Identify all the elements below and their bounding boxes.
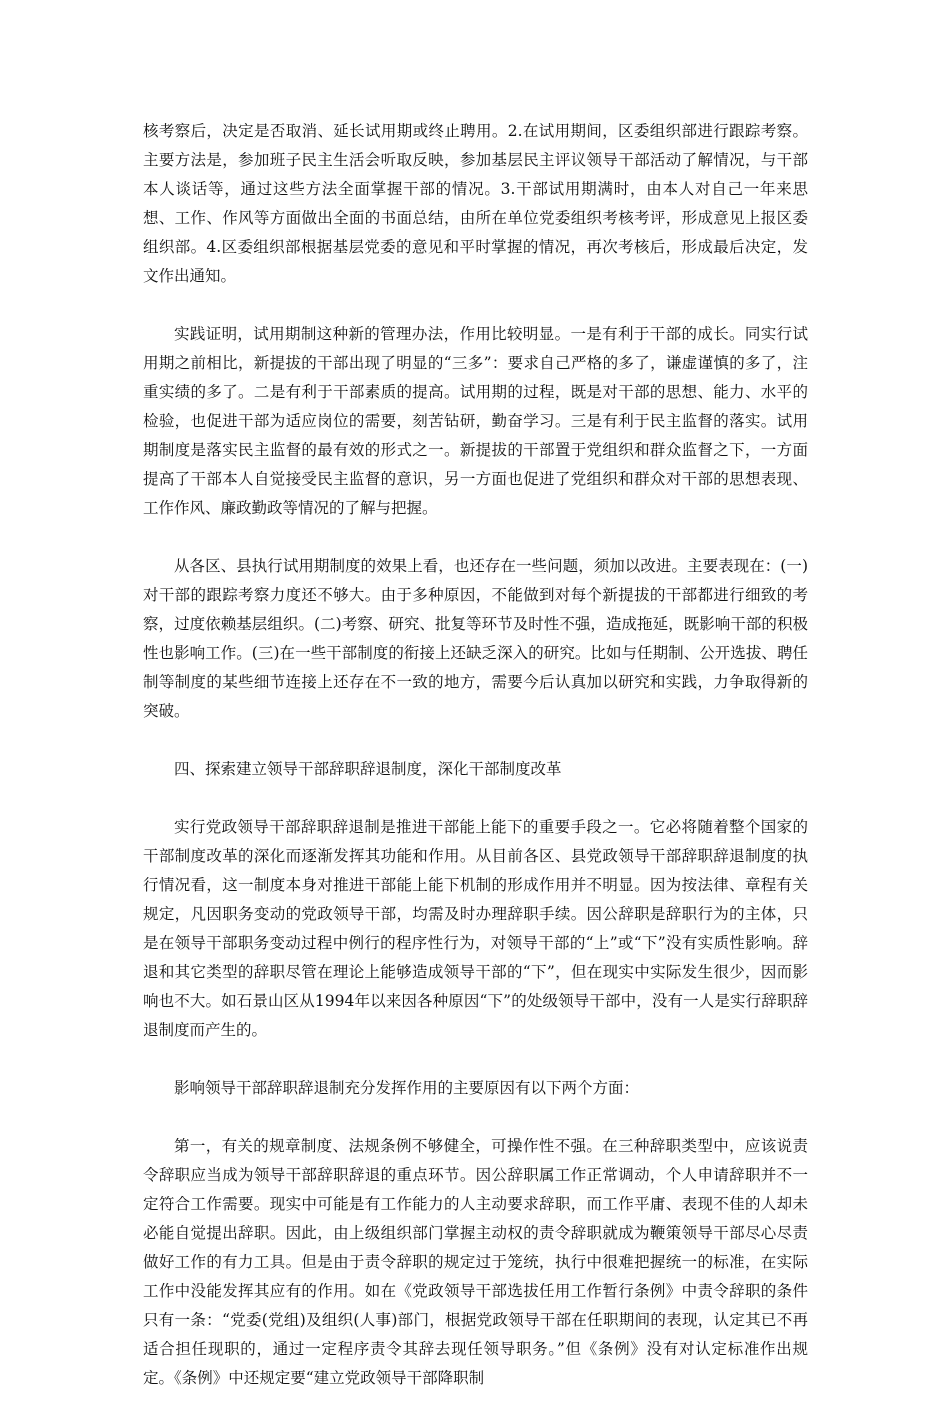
section-heading-resignation: 四、探索建立领导干部辞职辞退制度，深化干部制度改革 xyxy=(174,760,562,778)
document-body xyxy=(143,117,808,1422)
paragraph-resignation-system: 实行党政领导干部辞职辞退制是推进干部能上能下的重要手段之一。它必将随着整个国家的干部制度改革的深化而逐渐发挥其功能和作用。从目前各区、县党政领导干部辞职辞退制度的执行情况看，这一制度本身对推进干部能上能下机制的形成作用并不明显。因为按法律、章程有关规定，凡因职务变动的党政领导干部，均需及时办理辞职手续。因公辞职是辞职行为的主体，只是在领导干部职务变动过程中例行的程序性行为，对领导干部的“上”或“下”没有实质性影响。辞退和其它类型的辞职尽管在理论上能够造成领导干部的“下”，但在现实中实际发生很少，因而影响也不大。如石景山区从1994年以来因各种原因“下”的处级领导干部中，没有一人是实行辞职辞退制度而产生的。 xyxy=(143,818,808,1039)
paragraph-first-reason: 第一，有关的规章制度、法规条例不够健全，可操作性不强。在三种辞职类型中，应该说责令辞职应当成为领导干部辞职辞退的重点环节。因公辞职属工作正常调动，个人申请辞职并不一定符合工作需要。现实中可能是有工作能力的人主动要求辞职，而工作平庸、表现不佳的人却未必能自觉提出辞职。因此，由上级组织部门掌握主动权的责令辞职就成为鞭策领导干部尽心尽责做好工作的有力工具。但是由于责令辞职的规定过于笼统，执行中很难把握统一的标准，在实际工作中没能发挥其应有的作用。如在《党政领导干部选拔任用工作暂行条例》中责令辞职的条件只有一条：“党委(党组)及组织(人事)部门，根据党政领导干部在任职期间的表现，认定其已不再适合担任现职的，通过一定程序责令其辞去现任领导职务。”但《条例》没有对认定标准作出规定。《条例》中还规定要“建立党政领导干部降职制 xyxy=(143,1137,808,1387)
paragraph-trial-effects: 实践证明，试用期制这种新的管理办法，作用比较明显。一是有利于干部的成长。同实行试用期之前相比，新提拔的干部出现了明显的“三多”：要求自己严格的多了，谦虚谨慎的多了，注重实绩的多了。二是有利于干部素质的提高。试用期的过程，既是对干部的思想、能力、水平的检验，也促进干部为适应岗位的需要，刻苦钻研，勤奋学习。三是有利于民主监督的落实。试用期制度是落实民主监督的最有效的形式之一。新提拔的干部置于党组织和群众监督之下，一方面提高了干部本人自觉接受民主监督的意识，另一方面也促进了党组织和群众对干部的思想表现、工作作风、廉政勤政等情况的了解与把握。 xyxy=(143,325,808,517)
paragraph-main-reasons: 影响领导干部辞职辞退制充分发挥作用的主要原因有以下两个方面： xyxy=(174,1079,640,1097)
paragraph-trial-problems: 从各区、县执行试用期制度的效果上看，也还存在一些问题，须加以改进。主要表现在：(一)对干部的跟踪考察力度还不够大。由于多种原因，不能做到对每个新提拔的干部都进行细致的考察，过度依赖基层组织。(二)考察、研究、批复等环节及时性不强，造成拖延，既影响干部的积极性也影响工作。(三)在一些干部制度的衔接上还缺乏深入的研究。比如与任期制、公开选拔、聘任制等制度的某些细节连接上还存在不一致的地方，需要今后认真加以研究和实践，力争取得新的突破。 xyxy=(143,557,808,720)
paragraph-continued: 核考察后，决定是否取消、延长试用期或终止聘用。2.在试用期间，区委组织部进行跟踪考察。主要方法是，参加班子民主生活会听取反映，参加基层民主评议领导干部活动了解情况，与干部本人谈话等，通过这些方法全面掌握干部的情况。3.干部试用期满时，由本人对自己一年来思想、工作、作风等方面做出全面的书面总结，由所在单位党委组织考核考评，形成意见上报区委组织部。4.区委组织部根据基层党委的意见和平时掌握的情况，再次考核后，形成最后决定，发文作出通知。 xyxy=(143,122,808,285)
